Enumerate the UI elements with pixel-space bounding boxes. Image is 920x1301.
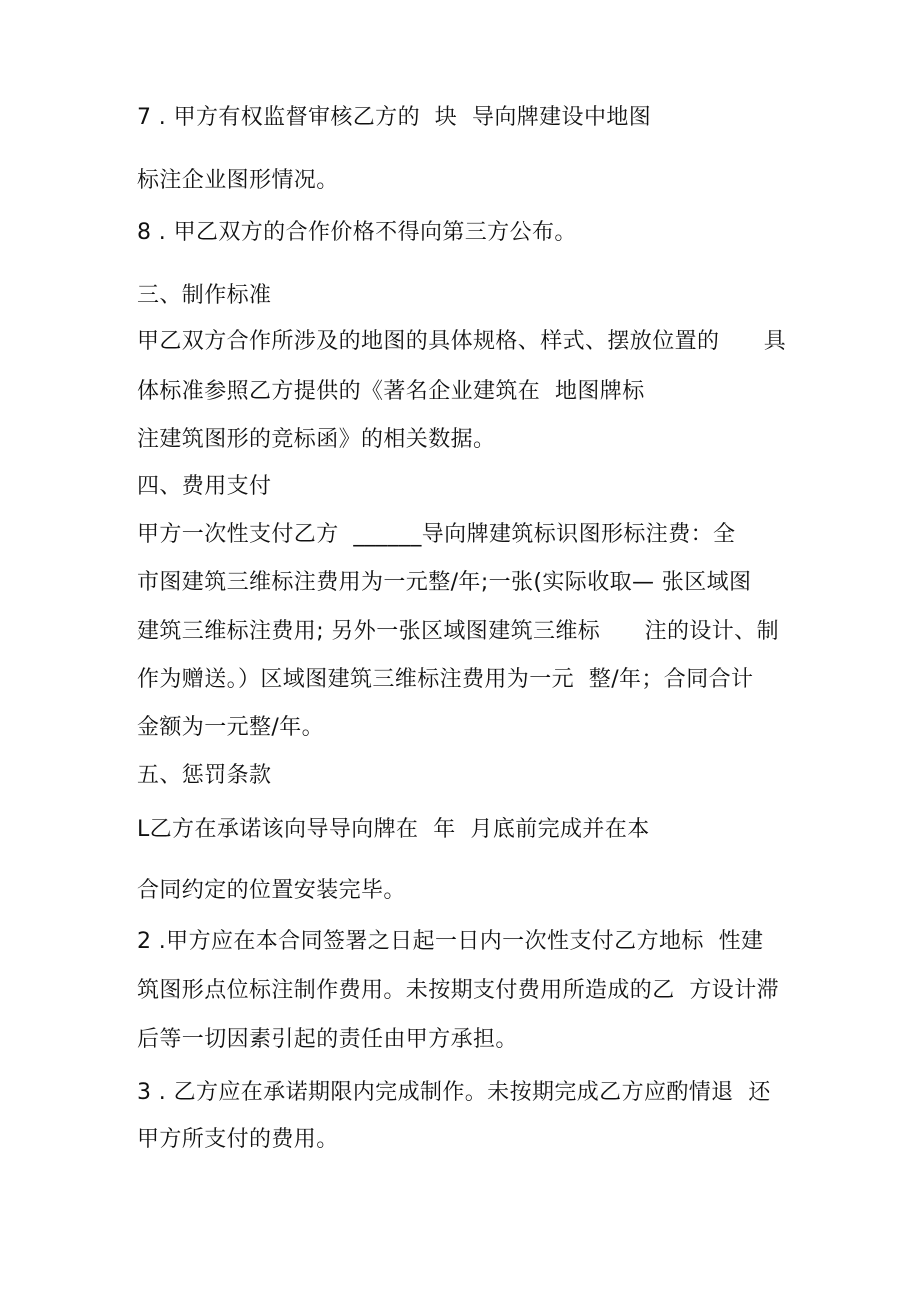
penalty-1-line-2: 合同约定的位置安装完毕。 bbox=[137, 878, 406, 903]
penalty-2-line-3: 后等一切因素引起的责任由甲方承担。 bbox=[137, 1027, 518, 1052]
production-standard-line-2: 体标准参照乙方提供的《著名企业建筑在 地图牌标 bbox=[137, 379, 645, 404]
section-heading-penalties: 五、惩罚条款 bbox=[137, 763, 272, 788]
payment-line-4: 作为赠送。）区域图建筑三维标注费用为一元 整/年；合同合计 bbox=[137, 667, 754, 692]
production-standard-line-1: 甲乙双方合作所涉及的地图的具体规格、样式、摆放位置的 具 bbox=[137, 329, 787, 354]
section-heading-payment: 四、费用支付 bbox=[137, 474, 272, 499]
penalty-1-line-1: L乙方在承诺该向导导向牌在 年 月底前完成并在本 bbox=[137, 817, 650, 842]
penalty-2-line-2: 筑图形点位标注制作费用。未按期支付费用所造成的乙 方设计滞 bbox=[137, 978, 779, 1003]
clause-7-line-1: 7 . 甲方有权监督审核乙方的 块 导向牌建设中地图 bbox=[137, 105, 652, 130]
payment-line-1: 甲方一次性支付乙方 ______导向牌建筑标识图形标注费：全 bbox=[137, 522, 736, 547]
production-standard-line-3: 注建筑图形的竞标函》的相关数据。 bbox=[137, 427, 496, 452]
payment-line-5: 金额为一元整/年。 bbox=[137, 715, 325, 740]
clause-7-line-2: 标注企业图形情况。 bbox=[137, 168, 339, 193]
penalty-3-line-2: 甲方所支付的费用。 bbox=[137, 1127, 339, 1152]
clause-8: 8 . 甲乙双方的合作价格不得向第三方公布。 bbox=[137, 220, 577, 245]
penalty-3-line-1: 3 . 乙方应在承诺期限内完成制作。未按期完成乙方应酌情退 还 bbox=[137, 1080, 771, 1105]
penalty-2-line-1: 2 .甲方应在本合同签署之日起一日内一次性支付乙方地标 性建 bbox=[137, 929, 764, 954]
payment-line-2: 市图建筑三维标注费用为一元整/年;一张(实际收取— 张区域图 bbox=[137, 570, 752, 595]
payment-line-3: 建筑三维标注费用; 另外一张区域图建筑三维标 注的设计、制 bbox=[137, 619, 779, 644]
section-heading-production-standard: 三、制作标准 bbox=[137, 283, 272, 308]
